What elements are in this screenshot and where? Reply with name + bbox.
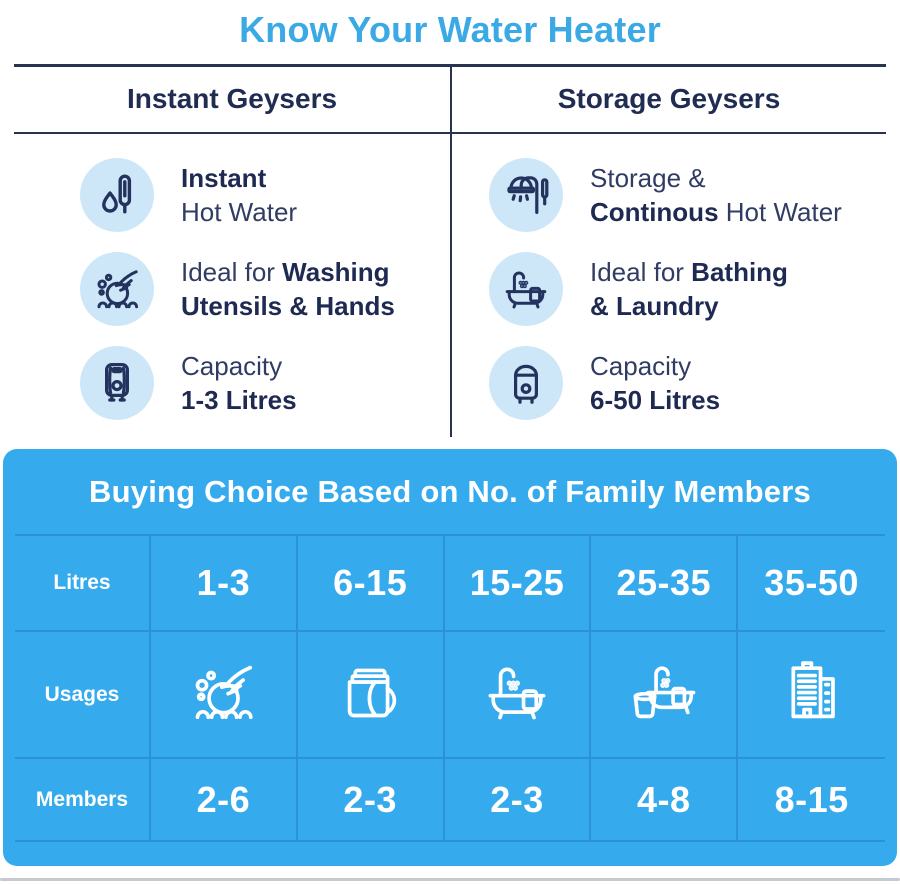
feature-line: 1-3 Litres	[181, 385, 297, 415]
usage-cell	[298, 632, 445, 759]
washing-hands-icon	[189, 658, 257, 731]
members-cell: 2-3	[445, 759, 592, 840]
feature-text	[590, 161, 842, 229]
instant-geyser-icon	[80, 346, 154, 420]
feature-line: Utensils & Hands	[181, 291, 395, 321]
feature-line: Ideal for Bathing	[590, 257, 788, 287]
row-label-members: Members	[15, 759, 151, 840]
members-cell: 2-6	[151, 759, 298, 840]
feature-bathing-laundry	[489, 252, 886, 326]
shower-icon	[489, 158, 563, 232]
row-label-usages: Usages	[15, 632, 151, 759]
washing-hands-icon	[80, 252, 154, 326]
litres-cell: 25-35	[591, 536, 738, 632]
thermometer-drop-icon	[80, 158, 154, 232]
instant-geysers-header: Instant Geysers	[126, 83, 338, 114]
members-cell: 2-3	[298, 759, 445, 840]
feature-capacity-instant	[80, 346, 450, 420]
storage-geysers-header: Storage Geysers	[450, 67, 886, 132]
buckets-icon	[336, 658, 404, 731]
feature-text	[590, 349, 720, 417]
usage-cell	[591, 632, 738, 759]
feature-text	[181, 255, 395, 323]
feature-text	[590, 255, 788, 323]
usage-cell	[151, 632, 298, 759]
litres-cell: 1-3	[151, 536, 298, 632]
row-label-litres: Litres	[15, 536, 151, 632]
feature-line: Instant	[181, 163, 267, 193]
bathtub-icon	[489, 252, 563, 326]
buying-choice-title: Buying Choice Based on No. of Family Members	[89, 473, 811, 509]
instant-geysers-column	[14, 134, 450, 437]
feature-text	[181, 349, 297, 417]
bottom-edge-line	[0, 878, 900, 881]
litres-cell: 35-50	[738, 536, 885, 632]
feature-instant-hot-water	[80, 158, 450, 232]
page-title: Know Your Water Heater	[239, 9, 661, 50]
feature-capacity-storage	[489, 346, 886, 420]
feature-line: Storage &	[590, 163, 706, 193]
storage-geyser-icon	[489, 346, 563, 420]
feature-washing-utensils	[80, 252, 450, 326]
bathtub-bucket-icon	[630, 658, 698, 731]
usage-cell	[738, 632, 885, 759]
usage-cell	[445, 632, 592, 759]
litres-cell: 6-15	[298, 536, 445, 632]
feature-line: Capacity	[181, 351, 283, 381]
feature-line: Ideal for Washing	[181, 257, 390, 287]
feature-line: Hot Water	[181, 197, 298, 227]
buying-choice-table	[15, 534, 885, 842]
buying-choice-panel	[3, 449, 897, 866]
feature-storage-hot-water	[489, 158, 886, 232]
members-cell: 4-8	[591, 759, 738, 840]
feature-line: Capacity	[590, 351, 692, 381]
geyser-comparison-table	[14, 64, 886, 437]
bathtub-shower-icon	[483, 658, 551, 731]
building-icon	[778, 658, 846, 731]
members-cell: 8-15	[774, 778, 849, 820]
storage-geysers-column	[450, 134, 886, 437]
feature-text	[181, 161, 297, 229]
feature-line: & Laundry	[590, 291, 719, 321]
litres-cell: 15-25	[445, 536, 592, 632]
comparison-header-row	[14, 64, 886, 134]
feature-line: 6-50 Litres	[590, 385, 721, 415]
comparison-body	[14, 134, 886, 437]
feature-line: Continous Hot Water	[590, 197, 842, 227]
